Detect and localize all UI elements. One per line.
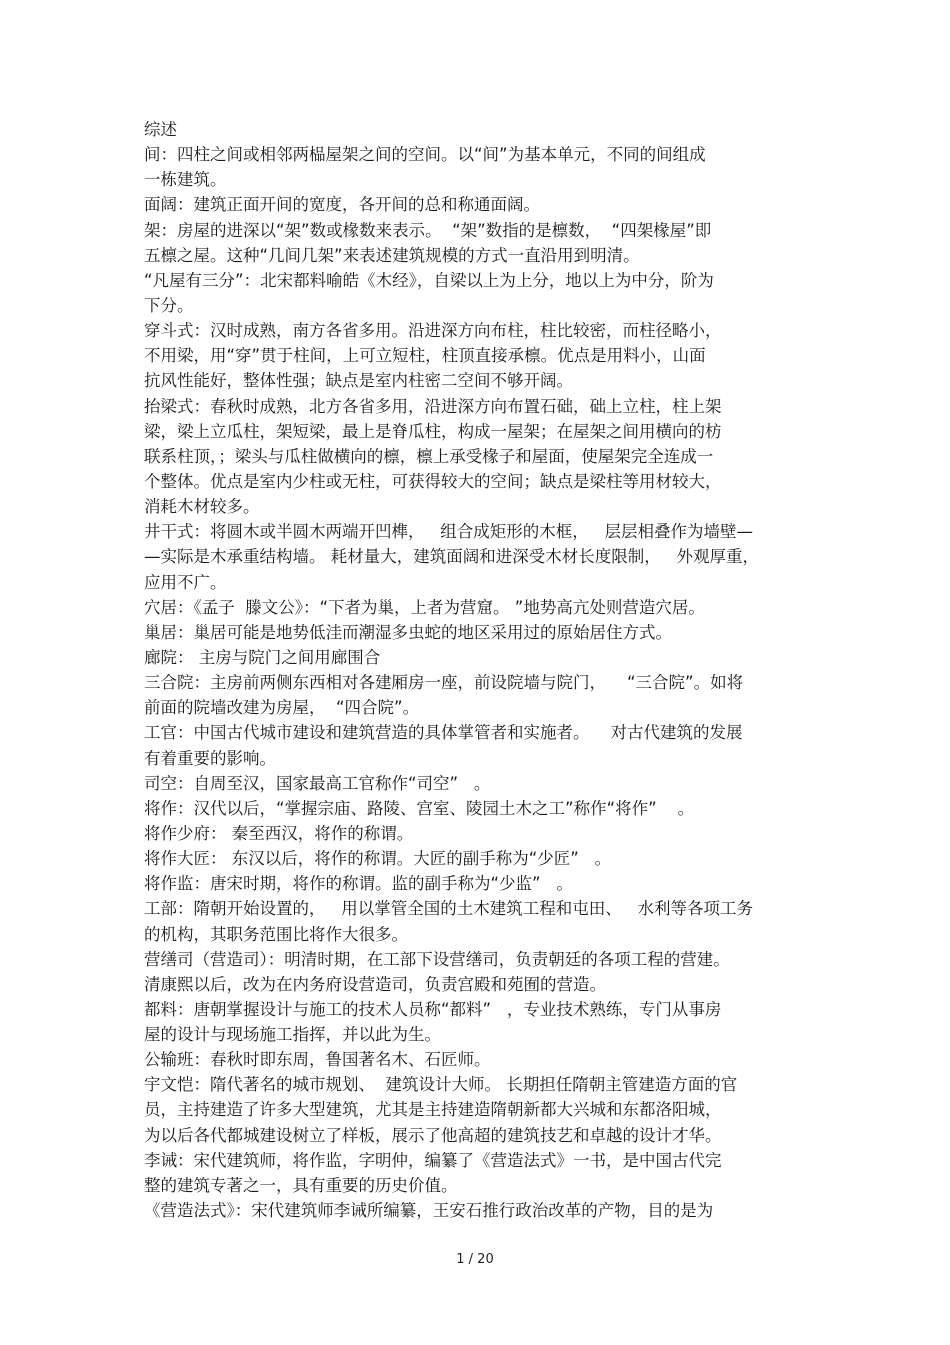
text-line: 营缮司（营造司）：明清时期，在工部下设营缮司，负责朝廷的各项工程的营建。 bbox=[144, 949, 730, 969]
text-line: 五檩之屋。这种“几间几架”来表述建筑规模的方式一直沿用到明清。 bbox=[144, 245, 640, 265]
text-line: 工官：中国古代城市建设和建筑营造的具体掌管者和实施者。 对古代建筑的发展 bbox=[144, 723, 743, 743]
text-line: 消耗木材较多。 bbox=[144, 497, 260, 517]
text-line: 架：房屋的进深以“架”数或椽数来表示。 “架”数指的是檩数， “四架椽屋”即 bbox=[144, 220, 712, 240]
text-line: 间：四柱之间或相邻两榀屋架之间的空间。以“间”为基本单元，不同的间组成 bbox=[144, 145, 706, 165]
text-line: 司空：自周至汉，国家最高工官称作“司空” 。 bbox=[144, 773, 491, 793]
text-line: 面阔：建筑正面开间的宽度，各开间的总和称通面阔。 bbox=[144, 195, 540, 215]
text-line: 廊院： 主房与院门之间用廊围合 bbox=[144, 647, 381, 667]
text-line: 将作少府： 秦至西汉，将作的称谓。 bbox=[144, 823, 414, 843]
text-line: 三合院：主房前两侧东西相对各建厢房一座，前设院墙与院门， “三合院”。如将 bbox=[144, 673, 744, 693]
document-body bbox=[144, 117, 820, 1223]
text-line: 将作大匠： 东汉以后，将作的称谓。大匠的副手称为“少匠” 。 bbox=[144, 849, 612, 869]
text-line: 应用不广。 bbox=[144, 572, 227, 592]
text-line: 都料：唐朝掌握设计与施工的技术人员称“都料” ，专业技术熟练，专门从事房 bbox=[144, 999, 722, 1019]
text-line: 有着重要的影响。 bbox=[144, 748, 276, 768]
text-line: 一栋建筑。 bbox=[144, 170, 227, 190]
text-line: 清康熙以后，改为在内务府设营造司，负责宫殿和苑囿的营造。 bbox=[144, 974, 606, 994]
text-line: 员，主持建造了许多大型建筑，尤其是主持建造隋朝新都大兴城和东都洛阳城， bbox=[144, 1100, 722, 1120]
text-line: 下分。 bbox=[144, 295, 194, 315]
text-line: 不用梁，用“穿”贯于柱间，上可立短柱，柱顶直接承檩。优点是用料小，山面 bbox=[144, 346, 706, 366]
text-line: 屋的设计与现场施工指挥，并以此为生。 bbox=[144, 1025, 441, 1045]
page-number: 1 / 20 bbox=[456, 1252, 494, 1267]
text-line: 为以后各代都城建设树立了样板，展示了他高超的建筑技艺和卓越的设计才华。 bbox=[144, 1125, 722, 1145]
text-line: 的机构，其职务范围比将作大很多。 bbox=[144, 924, 408, 944]
text-line: 穿斗式：汉时成熟，南方各省多用。沿进深方向布柱，柱比较密，而柱径略小， bbox=[144, 321, 722, 341]
text-line: 将作监：唐宋时期，将作的称谓。监的副手称为“少监” 。 bbox=[144, 874, 573, 894]
section-heading: 综述 bbox=[144, 120, 177, 139]
text-line: 穴居：《孟子 滕文公》：“下者为巢，上者为营窟。 ”地势高亢处则营造穴居。 bbox=[144, 597, 705, 617]
text-line: 前面的院墙改建为房屋， “四合院”。 bbox=[144, 698, 420, 718]
text-line: 工部：隋朝开始设置的， 用以掌管全国的土木建筑工程和屯田、 水利等各项工务 bbox=[144, 899, 753, 919]
text-line: 抗风性能好，整体性强；缺点是室内柱密二空间不够开阔。 bbox=[144, 371, 573, 391]
text-line: 宇文恺：隋代著名的城市规划、 建筑设计大师。 长期担任隋朝主管建造方面的官 bbox=[144, 1075, 738, 1095]
text-line: 公输班：春秋时即东周，鲁国著名木、石匠师。 bbox=[144, 1050, 491, 1070]
text-line: 巢居：巢居可能是地势低洼而潮湿多虫蛇的地区采用过的原始居住方式。 bbox=[144, 622, 672, 642]
text-line: 联系柱顶，；梁头与瓜柱做横向的檩，檩上承受椽子和屋面，使屋架完全连成一 bbox=[144, 446, 714, 466]
text-line: 整的建筑专著之一，具有重要的历史价值。 bbox=[144, 1175, 458, 1195]
text-line: 将作：汉代以后，“掌握宗庙、路陵、宫室、陵园土木之工”称作“将作” 。 bbox=[144, 798, 695, 818]
text-line: 抬梁式：春秋时成熟，北方各省多用，沿进深方向布置石础，础上立柱，柱上架 bbox=[144, 396, 722, 416]
text-line: 个整体。优点是室内少柱或无柱，可获得较大的空间；缺点是梁柱等用材较大， bbox=[144, 471, 722, 491]
text-line: 梁，梁上立瓜柱，架短梁，最上是脊瓜柱，构成一屋架；在屋架之间用横向的枋 bbox=[144, 421, 722, 441]
text-line: 李诫：宋代建筑师，将作监，字明仲，编纂了《营造法式》一书，是中国古代完 bbox=[144, 1150, 722, 1170]
text-line: 《营造法式》：宋代建筑师李诫所编纂，王安石推行政治改革的产物，目的是为 bbox=[144, 1201, 714, 1221]
text-line: “凡屋有三分”：北宋都料喻皓《木经》，自梁以上为上分，地以上为中分，阶为 bbox=[144, 270, 714, 290]
text-line: 井干式：将圆木或半圆木两端开凹榫， 组合成矩形的木框， 层层相叠作为墙壁— bbox=[144, 522, 753, 542]
text-line: —实际是木承重结构墙。 耗材量大，建筑面阔和进深受木材长度限制， 外观厚重， bbox=[144, 547, 759, 567]
